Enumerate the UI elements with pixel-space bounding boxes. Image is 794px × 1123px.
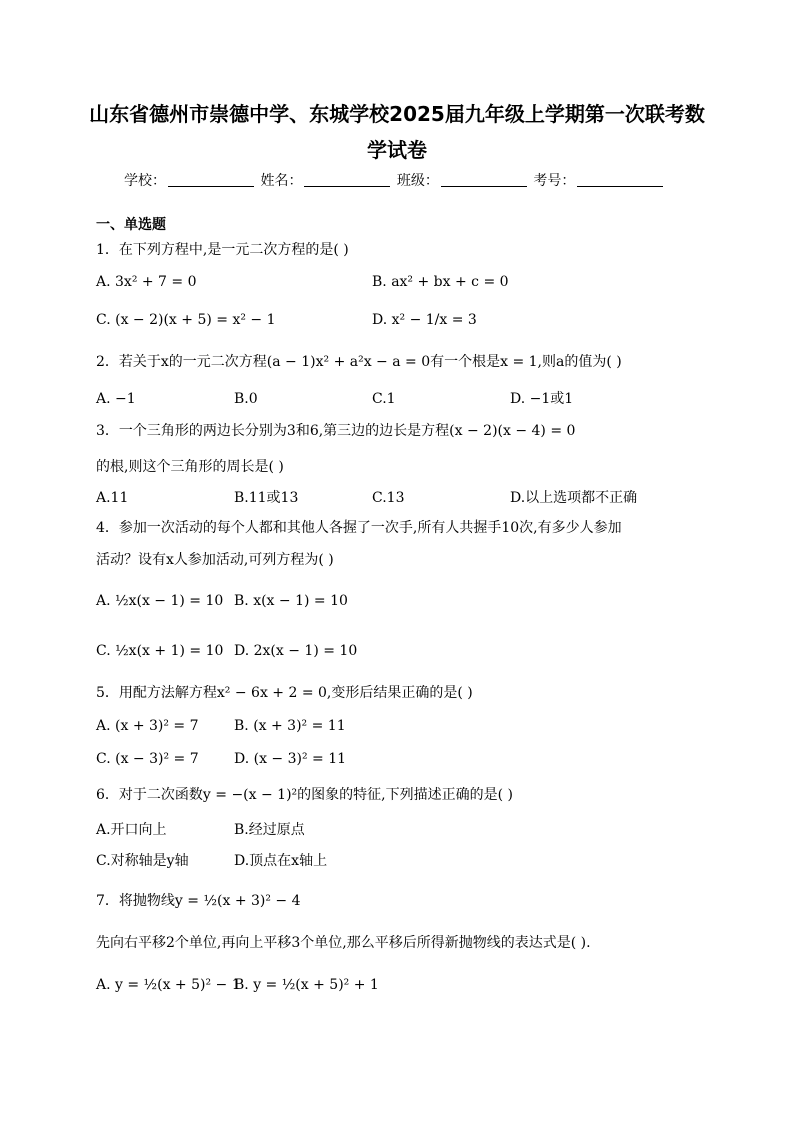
q3-option-c: C.13 [372,490,405,506]
q6-option-d: D.顶点在x轴上 [234,853,328,869]
school-blank[interactable] [168,172,254,187]
name-label: 姓名： [260,173,303,189]
q1-stem: 1．在下列方程中,是一元二次方程的是( ) [96,242,349,258]
q4-stem-line1: 4．参加一次活动的每个人都和其他人各握了一次手,所有人共握手10次,有多少人参加 [96,520,622,536]
exam-title-line1: 山东省德州市崇德中学、东城学校2025届九年级上学期第一次联考数 [89,102,705,126]
q5-option-b: B. (x + 3)² = 11 [234,718,346,734]
q4-option-c: C. ½x(x + 1) = 10 [96,643,224,659]
class-blank[interactable] [441,172,527,187]
q3-option-b: B.11或13 [234,490,299,506]
q5-stem: 5．用配方法解方程x² − 6x + 2 = 0,变形后结果正确的是( ) [96,685,473,701]
q5-option-a: A. (x + 3)² = 7 [96,718,199,734]
q5-option-c: C. (x − 3)² = 7 [96,751,199,767]
q7-stem-line1: 7．将抛物线y = ½(x + 3)² − 4 [96,893,301,909]
name-blank[interactable] [304,172,390,187]
q2-stem: 2．若关于x的一元二次方程(a − 1)x² + a²x − a = 0有一个根是x = 1,则a的值为( ) [96,354,622,370]
q1-option-d: D. x² − 1/x = 3 [372,312,477,328]
q2-option-d: D. −1或1 [510,391,574,407]
q2-option-c: C.1 [372,391,396,407]
q7-stem-line2: 先向右平移2个单位,再向上平移3个单位,那么平移后所得新抛物线的表达式是( ). [96,935,591,951]
number-label: 考号： [533,173,576,189]
q1-option-a: A. 3x² + 7 = 0 [96,274,197,290]
q1-option-c: C. (x − 2)(x + 5) = x² − 1 [96,312,276,328]
q3-option-a: A.11 [96,490,129,506]
q6-option-c: C.对称轴是y轴 [96,853,189,869]
q4-option-b: B. x(x − 1) = 10 [234,593,348,609]
section-heading: 一、单选题 [96,217,166,233]
q3-stem-line1: 3．一个三角形的两边长分别为3和6,第三边的边长是方程(x − 2)(x − 4) = 0 [96,423,576,439]
q1-option-b: B. ax² + bx + c = 0 [372,274,509,290]
q6-option-a: A.开口向上 [96,822,167,838]
class-label: 班级： [396,173,439,189]
q4-stem-line2: 活动？设有x人参加活动,可列方程为( ) [96,552,334,568]
student-info-row [124,170,665,190]
q7-option-b: B. y = ½(x + 5)² + 1 [234,977,379,993]
q4-option-a: A. ½x(x − 1) = 10 [96,593,224,609]
q6-stem: 6．对于二次函数y = −(x − 1)²的图象的特征,下列描述正确的是( ) [96,787,513,803]
q3-option-d: D.以上选项都不正确 [510,490,638,506]
exam-title-line2: 学试卷 [367,138,427,162]
q2-option-b: B.0 [234,391,258,407]
school-label: 学校： [124,173,166,189]
q3-stem-line2: 的根,则这个三角形的周长是( ) [96,459,284,475]
number-blank[interactable] [577,172,663,187]
q2-option-a: A. −1 [96,391,136,407]
q6-option-b: B.经过原点 [234,822,305,838]
q5-option-d: D. (x − 3)² = 11 [234,751,347,767]
q4-option-d: D. 2x(x − 1) = 10 [234,643,358,659]
q7-option-a: A. y = ½(x + 5)² − 1 [96,977,241,993]
